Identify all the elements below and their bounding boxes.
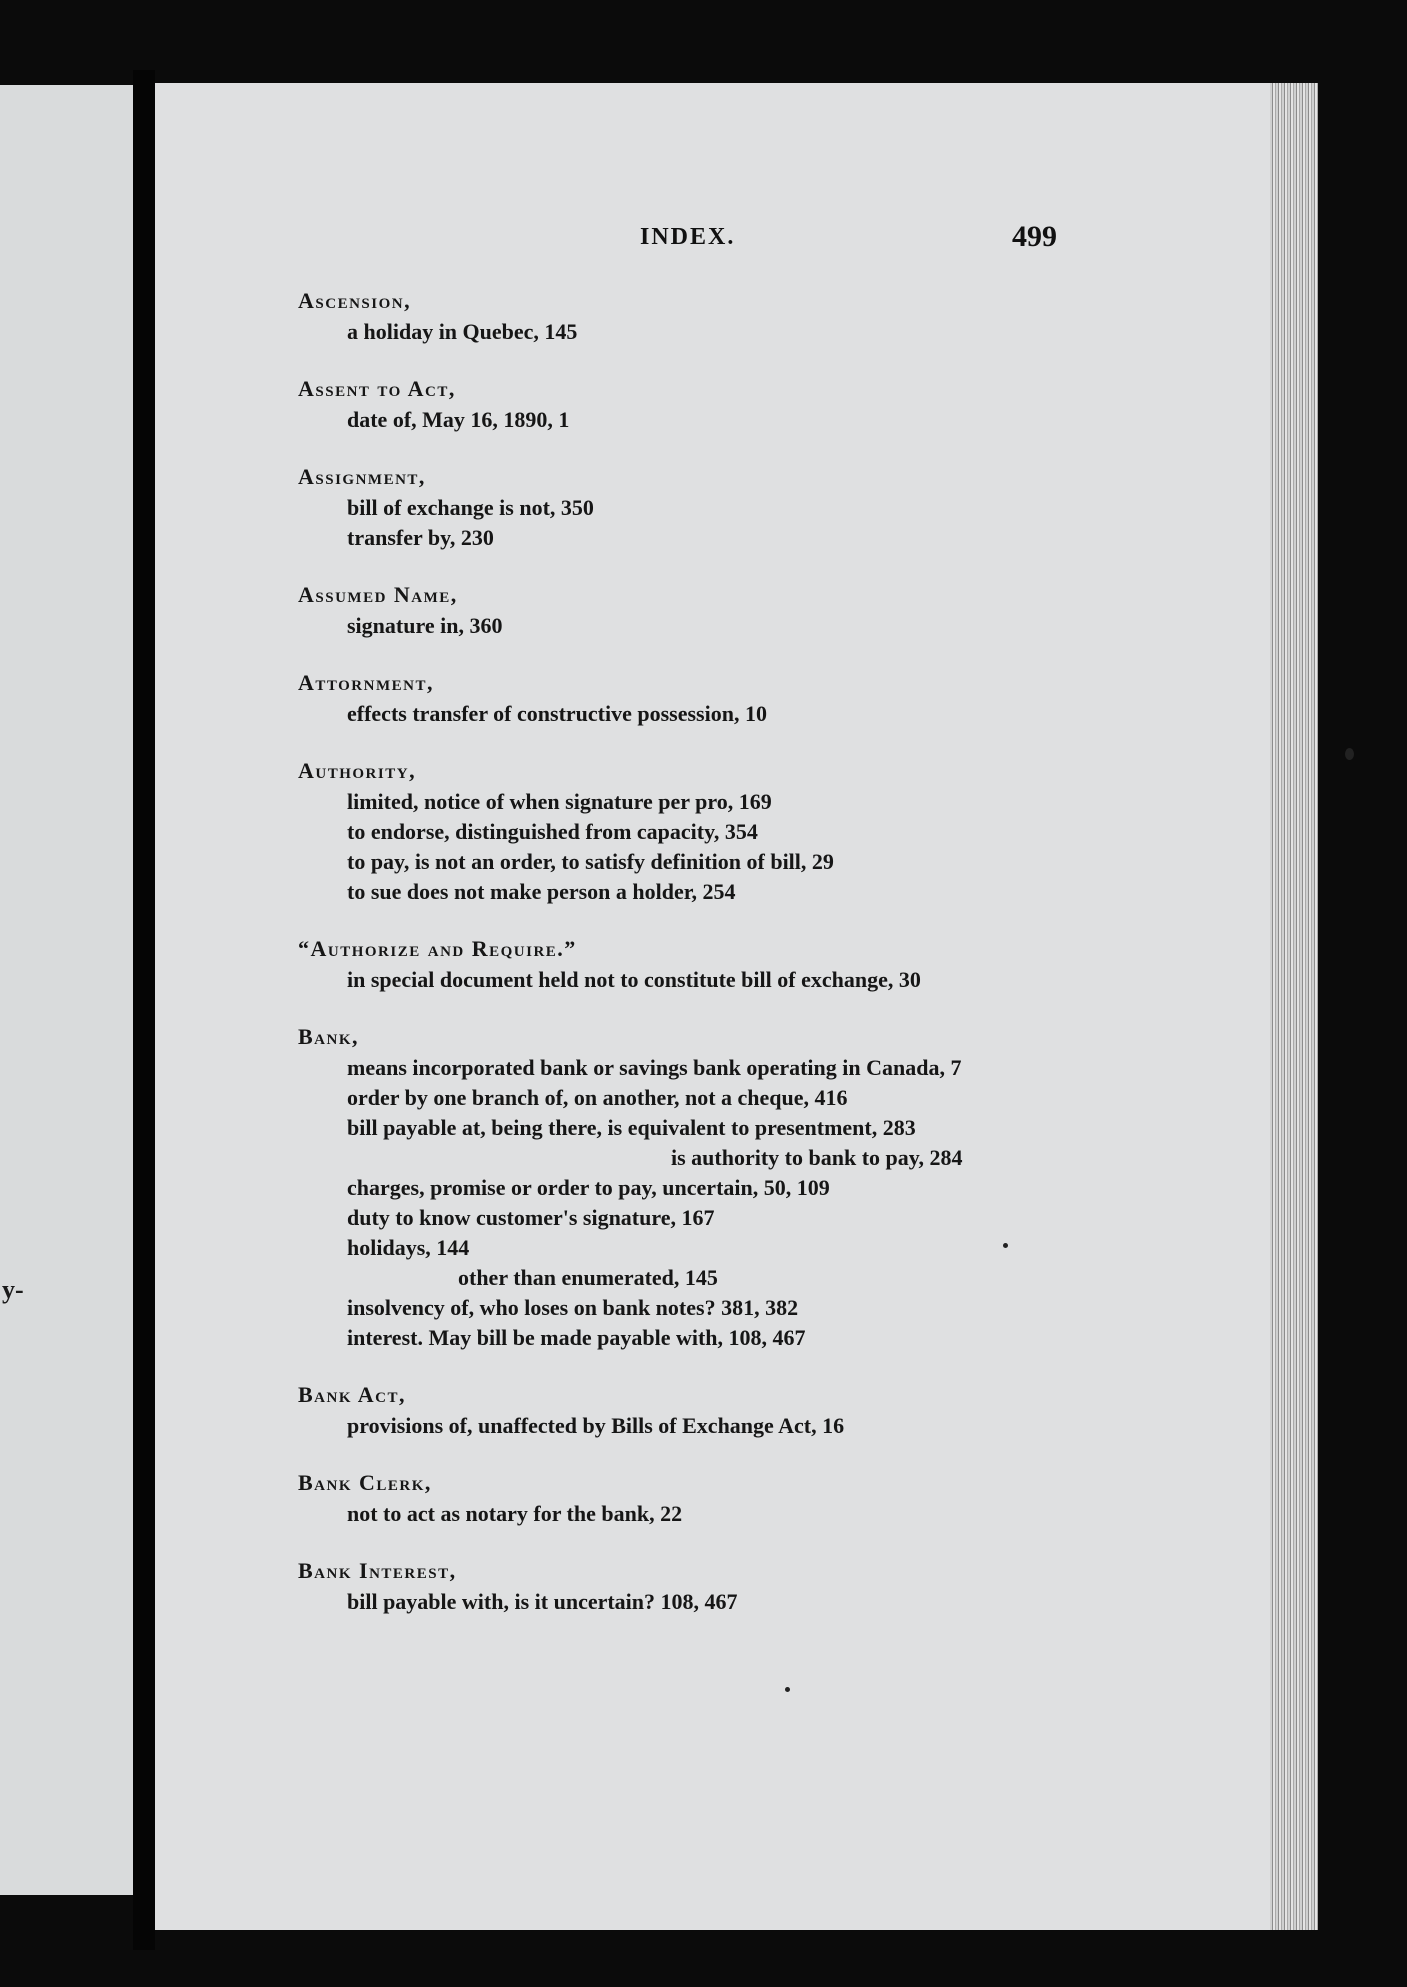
entry-subheading: to endorse, distinguished from capacity, 354 [347,819,758,844]
entry-continuation: other than enumerated, 145 [458,1265,718,1290]
index-entry [298,1021,1118,1353]
entry-subheading: to pay, is not an order, to satisfy definition of bill, 29 [347,849,834,874]
entry-subheading: transfer by, 230 [347,525,494,550]
entry-heading: Assumed Name, [298,582,458,607]
index-entries [298,285,1118,1643]
entry-subheading: effects transfer of constructive possession, 10 [347,701,767,726]
page-number: 499 [1012,220,1057,253]
index-entry [298,461,1118,553]
index-entry [298,373,1118,435]
entry-subheading: date of, May 16, 1890, 1 [347,407,570,432]
entry-subheading: in special document held not to constitute bill of exchange, 30 [347,967,921,992]
entry-subheading: duty to know customer's signature, 167 [347,1205,715,1230]
entry-heading: “Authorize and Require.” [298,936,577,961]
print-speck [785,1687,790,1692]
entry-subheading: a holiday in Quebec, 145 [347,319,578,344]
entry-subheading: means incorporated bank or savings bank operating in Canada, 7 [347,1055,962,1080]
facing-page-edge [0,85,133,1895]
entry-continuation: is authority to bank to pay, 284 [671,1145,963,1170]
print-speck [1345,748,1354,760]
entry-subheading: bill payable with, is it uncertain? 108, 467 [347,1589,738,1614]
entry-heading: Ascension, [298,288,412,313]
entry-subheading: interest. May bill be made payable with, 108, 467 [347,1325,806,1350]
entry-subheading: holidays, 144 [347,1235,470,1260]
index-entry [298,667,1118,729]
entry-heading: Attornment, [298,670,434,695]
entry-subheading: to sue does not make person a holder, 254 [347,879,736,904]
entry-heading: Assignment, [298,464,426,489]
entry-subheading: limited, notice of when signature per pro, 169 [347,789,772,814]
entry-heading: Bank Act, [298,1382,407,1407]
index-entry [298,579,1118,641]
entry-subheading: signature in, 360 [347,613,503,638]
page-stack-edge [1270,83,1318,1930]
index-entry [298,1555,1118,1617]
index-entry [298,1467,1118,1529]
book-gutter [133,70,155,1950]
entry-heading: Bank Clerk, [298,1470,432,1495]
index-entry [298,1379,1118,1441]
index-entry [298,285,1118,347]
entry-subheading: order by one branch of, on another, not a cheque, 416 [347,1085,848,1110]
entry-subheading: provisions of, unaffected by Bills of Exchange Act, 16 [347,1413,845,1438]
entry-subheading: charges, promise or order to pay, uncertain, 50, 109 [347,1175,830,1200]
entry-heading: Authority, [298,758,417,783]
running-head: INDEX. [640,224,736,250]
entry-subheading: bill payable at, being there, is equivalent to presentment, 283 [347,1115,916,1140]
index-entry [298,755,1118,907]
entry-heading: Bank, [298,1024,360,1049]
entry-heading: Bank Interest, [298,1558,457,1583]
entry-heading: Assent to Act, [298,376,456,401]
entry-subheading: insolvency of, who loses on bank notes? 381, 382 [347,1295,799,1320]
facing-page-fragment: y- [2,1275,24,1304]
print-speck [1003,1243,1008,1248]
index-entry [298,933,1118,995]
entry-subheading: bill of exchange is not, 350 [347,495,594,520]
entry-subheading: not to act as notary for the bank, 22 [347,1501,683,1526]
